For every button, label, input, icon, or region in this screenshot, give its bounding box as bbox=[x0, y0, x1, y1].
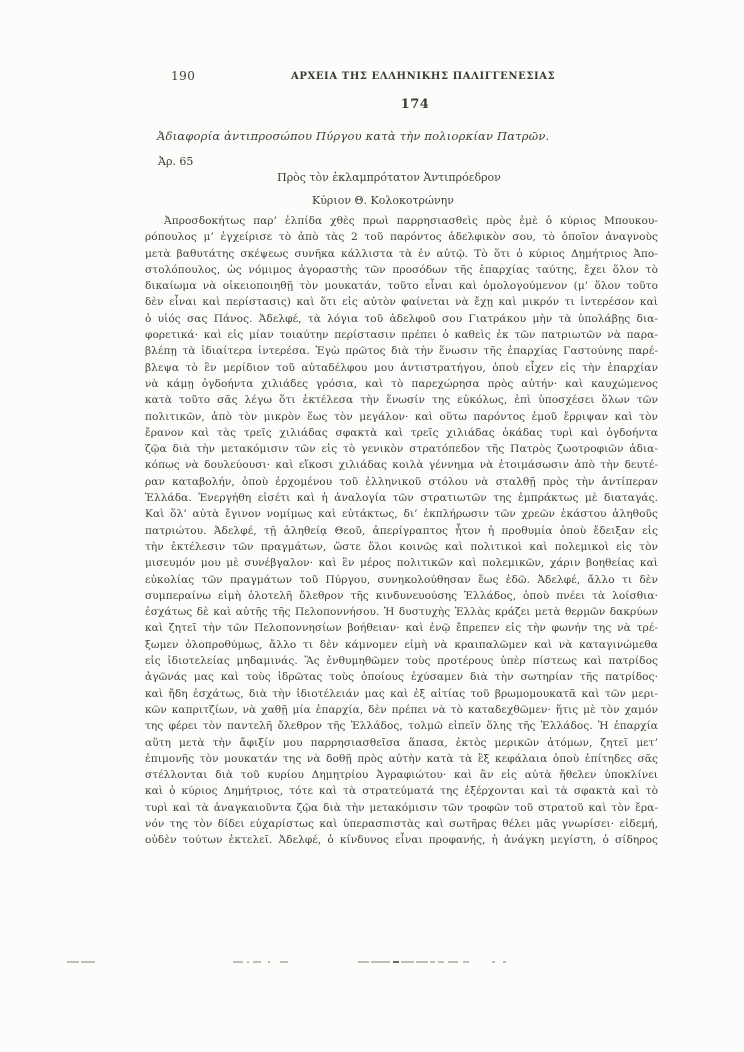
body-line: Καὶ ὅλ’ αὐτὰ ἔγινον νομίμως καὶ εὐτάκτως, δι’ ἐκπλήρωσιν τῶν χρεῶν ἑκάστου ἀληθοῦς bbox=[145, 508, 658, 521]
scan-artifact-dash bbox=[67, 961, 79, 963]
scan-artifact-dash bbox=[233, 961, 243, 963]
page-number: 190 bbox=[171, 69, 196, 83]
scan-artifact-dash bbox=[371, 961, 390, 963]
body-line: νόν της τὸν δίδει εὐχαρίστως καὶ ὑπερασπιστὰς καὶ σωτῆρας θέλει μᾶς γνωρίσει· εἰδεμή, bbox=[145, 817, 658, 830]
body-line: ἀγῶνάς μας καὶ τοὺς ἱδρῶτας τοὺς ὁποίους ἐχύσαμεν διὰ τὴν σωτηρίαν τῆς πατρίδος· bbox=[145, 671, 658, 684]
scan-artifact-dash bbox=[247, 961, 249, 963]
body-line: βλεψα τὸ ἓν μερίδιον τοῦ αὐταδέλφου μου ἀντιστρατήγου, ὁποὺ εἶχεν εἰς τὴν ἐπαρχίαν bbox=[145, 361, 658, 374]
scan-artifact-dash bbox=[430, 961, 435, 963]
scan-artifact-dash bbox=[503, 961, 506, 963]
body-line: οὐδὲν τούτων ἐκτελεῖ. Ἀδελφέ, ὁ κίνδυνος εἶναι προφανής, ἡ ἀνάγκη μεγίστη, ὁ σίδηρος bbox=[145, 834, 658, 847]
body-line: τυρὶ καὶ τὰ ἀναγκαιοῦντα ζῷα διὰ τὴν μετακόμισιν τῶν τροφῶν τοῦ στρατοῦ καὶ τὸν ἔρα- bbox=[145, 801, 658, 814]
scan-artifact-dash bbox=[401, 961, 414, 963]
body-line: Ἑλλάδα. Ἐνεργήθη εἰσέτι καὶ ἡ ἀναλογία τῶν στρατιωτῶν της ἐμπράκτως μὲ διαταγάς. bbox=[145, 492, 658, 505]
body-line: εὐκολίας τῶν πραγμάτων τοῦ Πύργου, συνηκολούθησαν ἕως ἐδῶ. Ἀδελφέ, ἄλλο τι δὲν bbox=[145, 573, 658, 586]
body-line: καὶ ἤδη ἐσχάτως, διὰ τὴν ἰδιοτέλειάν μας καὶ ἐξ αἰτίας τοῦ βρωμομουκατᾶ καὶ τῶν μερι- bbox=[145, 687, 658, 700]
document-ref-number: Ἀρ. 65 bbox=[158, 155, 194, 168]
body-line: ἔρανον καὶ τὰς τρεῖς χιλιάδας σφακτὰ καὶ τρεῖς χιλιάδας ὀκάδας τυρὶ καὶ ὀγδοήντα bbox=[145, 426, 658, 439]
body-line: συμπεραίνω εἰμὴ ὁλοτελῆ ὄλεθρον τῆς κινδυνευούσης Ἑλλάδος, ὁποὺ πνέει τὰ λοίσθια· bbox=[145, 589, 658, 602]
body-line: κῶν καπριτζίων, νὰ χαθῇ μία ἐπαρχία, δὲν πρέπει νὰ τὸ καταδεχθῶμεν· ἥτις μὲ τὸν χαμόν bbox=[145, 703, 658, 716]
scan-artifact-dash bbox=[416, 961, 428, 963]
document-number: 174 bbox=[400, 97, 430, 112]
salutation-recipient-title: Πρὸς τὸν ἐκλαμπρότατον Ἀντιπρόεδρον bbox=[277, 171, 501, 184]
body-line: μισευμόν μου μὲ συνέβγαλον· καὶ ἓν μέρος πολιτικῶν καὶ πολεμικῶν, χάριν βοηθείας καὶ bbox=[145, 557, 658, 570]
body-line: μετὰ βαθυτάτης σκέψεως συνῆκα κάλλιστα τὰ ἐν αὐτῷ. Τὸ ὅτι ὁ κύριος Δημήτριος Ἀπο- bbox=[145, 247, 658, 260]
scan-artifact-dash bbox=[358, 961, 369, 963]
running-header-title: ΑΡΧΕΙΑ ΤΗΣ ΕΛΛΗΝΙΚΗΣ ΠΑΛΙΓΓΕΝΕΣΙΑΣ bbox=[291, 71, 556, 82]
scan-artifact-dash bbox=[280, 961, 288, 963]
body-line: κόπως νὰ δουλεύουσι· καὶ εἴκοσι χιλιάδας κοιλὰ γέννημα νὰ ἑτοιμάσωσιν ἀπὸ τὴν δευτέ- bbox=[145, 459, 658, 472]
body-line: πατριώτου. Ἀδελφέ, τῇ ἀληθείᾳ Θεοῦ, ἀπερίγραπτος ἦτον ἡ προθυμία ὁποὺ ἔδειξαν εἰς bbox=[145, 524, 658, 537]
scan-artifact-dash bbox=[268, 961, 270, 963]
body-line: ἐπιμονῆς τὸν μουκατάν της νὰ δοθῇ πρὸς αὐτὴν κατὰ τὰ ἓξ κεφάλαια ὁποὺ ἐπίτηδες σᾶς bbox=[145, 752, 658, 765]
body-line: πολιτικῶν, ἀπὸ τὸν μικρὸν ἕως τὸν μεγάλον· καὶ οὕτω παρόντος ἐμοῦ ἔρριψαν καὶ τὸν bbox=[145, 410, 658, 423]
body-line: στέλλονται διὰ τοῦ κυρίου Δημητρίου Ἀγραφιώτου· καὶ ἂν εἰς αὐτὰ ἤθελεν ὑποκλίνει bbox=[145, 769, 658, 782]
body-line: δικαίωμα νὰ οἰκειοποιηθῇ τὸν μουκατάν, τοῦτο εἶναι καὶ ὁμολογούμενον (μ’ ὅλον τοῦτο bbox=[145, 280, 658, 293]
scan-artifact-dash bbox=[448, 961, 458, 963]
body-line: βλέπῃ τὰ ἰδιαίτερα ἰντερέσα. Ἐγὼ πρῶτος διὰ τὴν ἕνωσιν τῆς ἐπαρχίας Γαστούνης παρέ- bbox=[145, 345, 658, 358]
body-line: της φέρει τὸν παντελῆ ὄλεθρον τῆς Ἑλλάδος, τολμῶ εἰπεῖν ὅλης τῆς Ἑλλάδος. Ἡ ἐπαρχία bbox=[145, 720, 658, 733]
letter-body bbox=[145, 213, 658, 849]
body-line: ξωμεν ὁλοπροθύμως, ἄλλο τι δὲν κάμνομεν εἰμὴ νὰ κραιπαλῶμεν καὶ νὰ καταγινώμεθα bbox=[145, 638, 658, 651]
body-line: κατὰ τοῦτο σᾶς λέγω ὅτι ἐκτέλεσα τὴν ἕνωσίν της εὐκόλως, ἐπὶ ὑποσχέσει ὅλων τῶν bbox=[145, 394, 658, 407]
body-line: καὶ ζητεῖ τὴν τῶν Πελοποννησίων βοήθειαν· καὶ ἐνῷ ἔπρεπεν εἰς τὴν φωνήν της νὰ τρέ- bbox=[145, 622, 658, 635]
scan-artifact-dash bbox=[253, 961, 261, 963]
body-line: καὶ ὁ κύριος Δημήτριος, τότε καὶ τὰ στρατεύματά της ἐξέρχονται καὶ τὰ σφακτὰ καὶ τὸ bbox=[145, 785, 658, 798]
body-line: αὕτη μετὰ τὴν ἄφιξίν μου παρρησιασθεῖσα ἅπασα, ἐκτὸς μερικῶν ἀτόμων, ζητεῖ μετ’ bbox=[145, 736, 658, 749]
salutation-recipient-name: Κύριον Θ. Κολοκοτρώνην bbox=[312, 194, 454, 207]
body-line: δὲν εἶναι καὶ περίστασις) καὶ ὅτι εἰς αὐτὸν φαίνεται νὰ ἔχῃ καὶ μικρόν τι ἰντερέσον καὶ bbox=[145, 296, 658, 309]
scan-artifact-dash bbox=[393, 961, 399, 963]
scan-artifact-dash bbox=[438, 961, 444, 963]
body-line: τὴν ἐκτέλεσιν τῶν πραγμάτων, ὥστε ὅλοι κοινῶς καὶ πολιτικοὶ καὶ πολεμικοὶ εἰς τὸν bbox=[145, 540, 658, 553]
body-line: ραν καταβολήν, ὁποὺ ἐρχομένου τοῦ ἑλληνικοῦ στόλου νὰ σταλθῇ πρὸς τὴν ἀντίπεραν bbox=[145, 475, 658, 488]
body-line: εἰς ἰδιοτελείας μηδαμινάς. Ἂς ἐνθυμηθῶμεν τοὺς προτέρους ὑπὲρ πίστεως καὶ πατρίδος bbox=[145, 655, 658, 668]
body-line: ρόπουλος μ’ ἐγχείρισε τὸ ἀπὸ τὰς 2 τοῦ παρόντος ἀδελφικὸν σου, τὸ ὁποῖον ἀναγνοὺς bbox=[145, 231, 658, 244]
body-line: ἐσχάτως δὲ καὶ αὐτῆς τῆς Πελοποννήσου. Ἡ δυστυχὴς Ἑλλὰς κράζει μετὰ θερμῶν δακρύων bbox=[145, 606, 658, 619]
scan-artifact-dash bbox=[81, 961, 95, 963]
body-line: ὁ υἱός σας Πάνος. Ἀδελφέ, τὰ λόγια τοῦ ἀδελφοῦ σου Γιατράκου μὴν τὰ ὑπολάβῃς δια- bbox=[145, 312, 658, 325]
scan-artifact-dash bbox=[492, 961, 495, 963]
body-line: φορετικά· καὶ εἰς μίαν τοιαύτην περίστασιν πρέπει ὁ καθεὶς ἐκ τῶν πατριωτῶν νὰ παρα- bbox=[145, 329, 658, 342]
body-line: στολόπουλος, ὡς νόμιμος ἀγοραστὴς τῶν προσόδων τῆς ἐπαρχίας ταύτης, ἔχει ὅλον τὸ bbox=[145, 263, 658, 276]
body-line: νὰ κάμῃ ὀγδοήντα χιλιάδες γρόσια, καὶ τὸ παρεχώρησα πρὸς αὐτήν· καὶ καυχώμενος bbox=[145, 377, 658, 390]
scan-artifact-dash bbox=[463, 961, 469, 963]
body-line: ζῷα διὰ τὴν μετακόμισιν τῶν εἰς τὸ γενικὸν στρατόπεδον τῆς Πατρὸς ζωοτροφιῶν ἀδια- bbox=[145, 443, 658, 456]
document-summary: Ἀδιαφορία ἀντιπροσώπου Πύργου κατὰ τὴν πολιορκίαν Πατρῶν. bbox=[157, 129, 550, 143]
body-line: Ἀπροσδοκήτως παρ’ ἐλπίδα χθὲς πρωὶ παρρησιασθεὶς πρὸς ἐμὲ ὁ κύριος Μπουκου- bbox=[164, 215, 658, 227]
